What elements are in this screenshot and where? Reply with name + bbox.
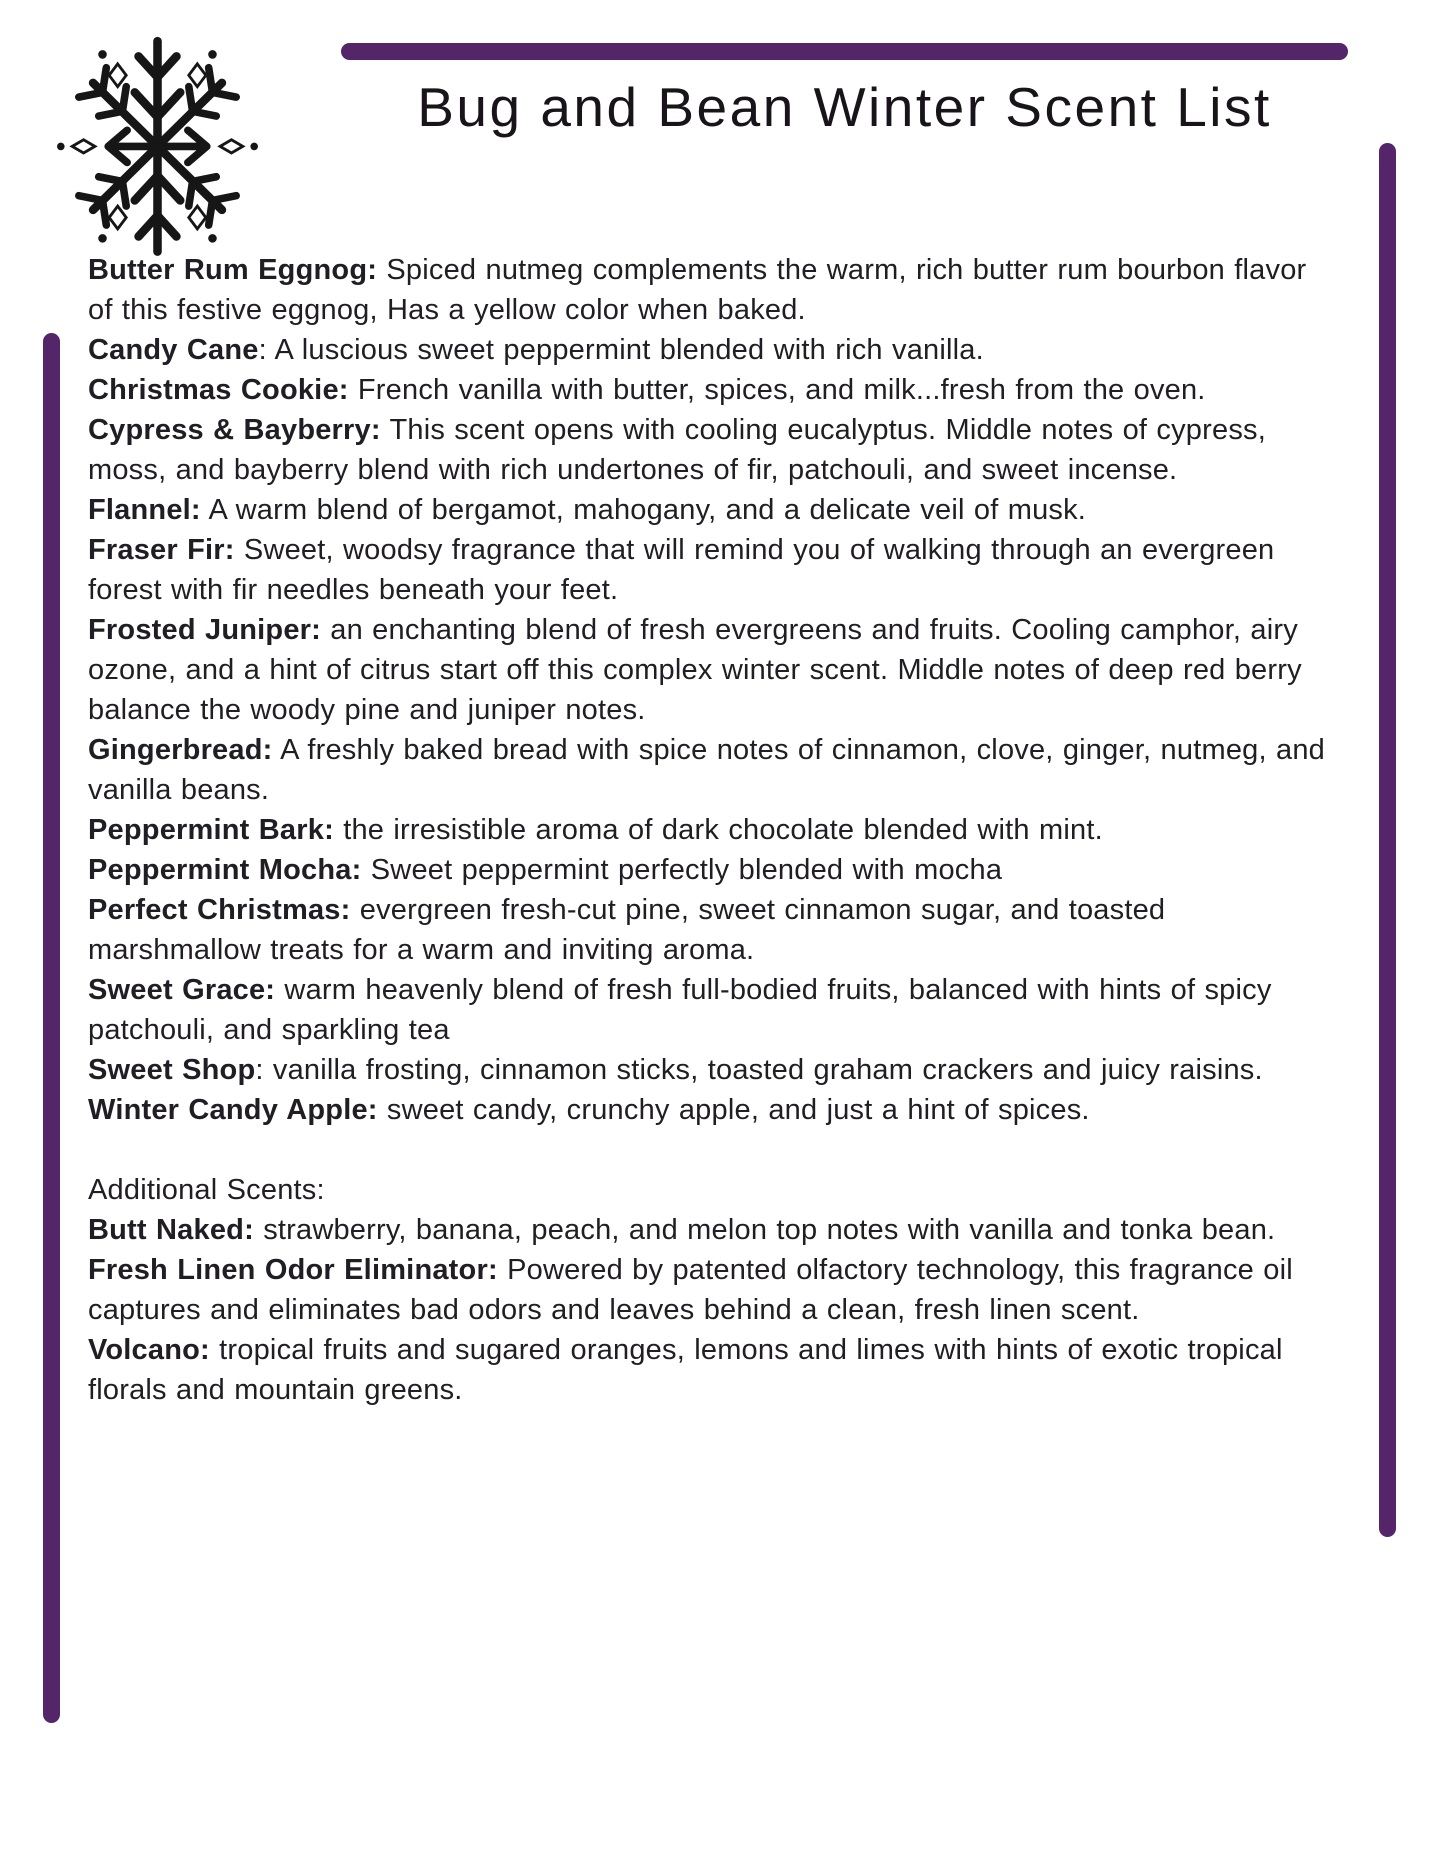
scent-name: Fraser Fir: <box>88 534 235 566</box>
scent-item <box>88 410 1328 490</box>
scent-name: Sweet Shop <box>88 1054 256 1086</box>
scent-item <box>88 970 1328 1050</box>
scent-description: : A luscious sweet peppermint blended with rich vanilla. <box>258 334 984 366</box>
scent-name: Winter Candy Apple: <box>88 1094 378 1126</box>
scent-description: Sweet peppermint perfectly blended with mocha <box>361 854 1003 886</box>
left-accent-bar <box>43 333 60 1723</box>
scent-description: This scent opens with cooling eucalyptus. Middle notes of cypress, moss, and bayberry blend with rich undertones of fir, patchouli, and sweet incense. <box>88 414 1266 486</box>
scent-item <box>88 1330 1328 1410</box>
page-title: Bug and Bean Winter Scent List <box>417 76 1272 138</box>
scent-description: Powered by patented olfactory technology, this fragrance oil captures and eliminates bad odors and leaves behind a clean, fresh linen scent. <box>88 1254 1293 1326</box>
scent-description: A warm blend of bergamot, mahogany, and a delicate veil of musk. <box>200 494 1087 526</box>
scent-description: French vanilla with butter, spices, and milk...fresh from the oven. <box>348 374 1206 406</box>
scent-name: Fresh Linen Odor Eliminator: <box>88 1254 498 1286</box>
top-accent-bar <box>341 43 1348 60</box>
scent-item <box>88 1250 1328 1330</box>
scent-description: Spiced nutmeg complements the warm, rich butter rum bourbon flavor of this festive eggnog, Has a yellow color when baked. <box>88 254 1307 326</box>
scent-item <box>88 610 1328 730</box>
scent-name: Cypress & Bayberry: <box>88 414 381 446</box>
scent-name: Perfect Christmas: <box>88 894 351 926</box>
scent-name: Butter Rum Eggnog: <box>88 254 378 286</box>
scent-name: Volcano: <box>88 1334 210 1366</box>
scent-item <box>88 530 1328 610</box>
scent-item <box>88 490 1328 530</box>
scent-name: Sweet Grace: <box>88 974 276 1006</box>
scent-name: Peppermint Mocha: <box>88 854 362 886</box>
snowflake-icon <box>55 26 260 263</box>
scent-description: warm heavenly blend of fresh full-bodied fruits, balanced with hints of spicy patchouli, and sparkling tea <box>88 974 1272 1046</box>
scent-item <box>88 330 1328 370</box>
scent-item <box>88 1210 1328 1250</box>
blank-line <box>88 1130 1328 1170</box>
scent-item <box>88 730 1328 810</box>
scent-description: sweet candy, crunchy apple, and just a hint of spices. <box>377 1094 1090 1126</box>
scent-name: Peppermint Bark: <box>88 814 334 846</box>
scent-item <box>88 810 1328 850</box>
scent-description: an enchanting blend of fresh evergreens and fruits. Cooling camphor, airy ozone, and a hint of citrus start off this complex winter scent. Middle notes of deep red berry balance the woody pine and juniper notes. <box>88 614 1302 726</box>
scent-item <box>88 1090 1328 1130</box>
scent-description: evergreen fresh-cut pine, sweet cinnamon sugar, and toasted marshmallow treats for a warm and inviting aroma. <box>88 894 1166 966</box>
scent-description: A freshly baked bread with spice notes of cinnamon, clove, ginger, nutmeg, and vanilla beans. <box>88 734 1325 806</box>
scent-description: : vanilla frosting, cinnamon sticks, toasted graham crackers and juicy raisins. <box>255 1054 1263 1086</box>
scent-name: Gingerbread: <box>88 734 273 766</box>
right-accent-bar <box>1379 143 1396 1537</box>
scent-item <box>88 1050 1328 1090</box>
scent-description: the irresistible aroma of dark chocolate blended with mint. <box>333 814 1103 846</box>
scent-description: tropical fruits and sugared oranges, lemons and limes with hints of exotic tropical florals and mountain greens. <box>88 1334 1283 1406</box>
scent-name: Christmas Cookie: <box>88 374 349 406</box>
scent-item <box>88 890 1328 970</box>
scent-name: Candy Cane <box>88 334 259 366</box>
scent-name: Frosted Juniper: <box>88 614 321 646</box>
scent-name: Butt Naked: <box>88 1214 254 1246</box>
scent-item <box>88 370 1328 410</box>
scent-item <box>88 250 1328 330</box>
scent-name: Flannel: <box>88 494 201 526</box>
additional-scents-heading: Additional Scents: <box>88 1174 325 1206</box>
scent-list <box>88 250 1328 1410</box>
scent-description: Sweet, woodsy fragrance that will remind you of walking through an evergreen forest with fir needles beneath your feet. <box>88 534 1275 606</box>
scent-item <box>88 850 1328 890</box>
scent-description: strawberry, banana, peach, and melon top notes with vanilla and tonka bean. <box>253 1214 1276 1246</box>
